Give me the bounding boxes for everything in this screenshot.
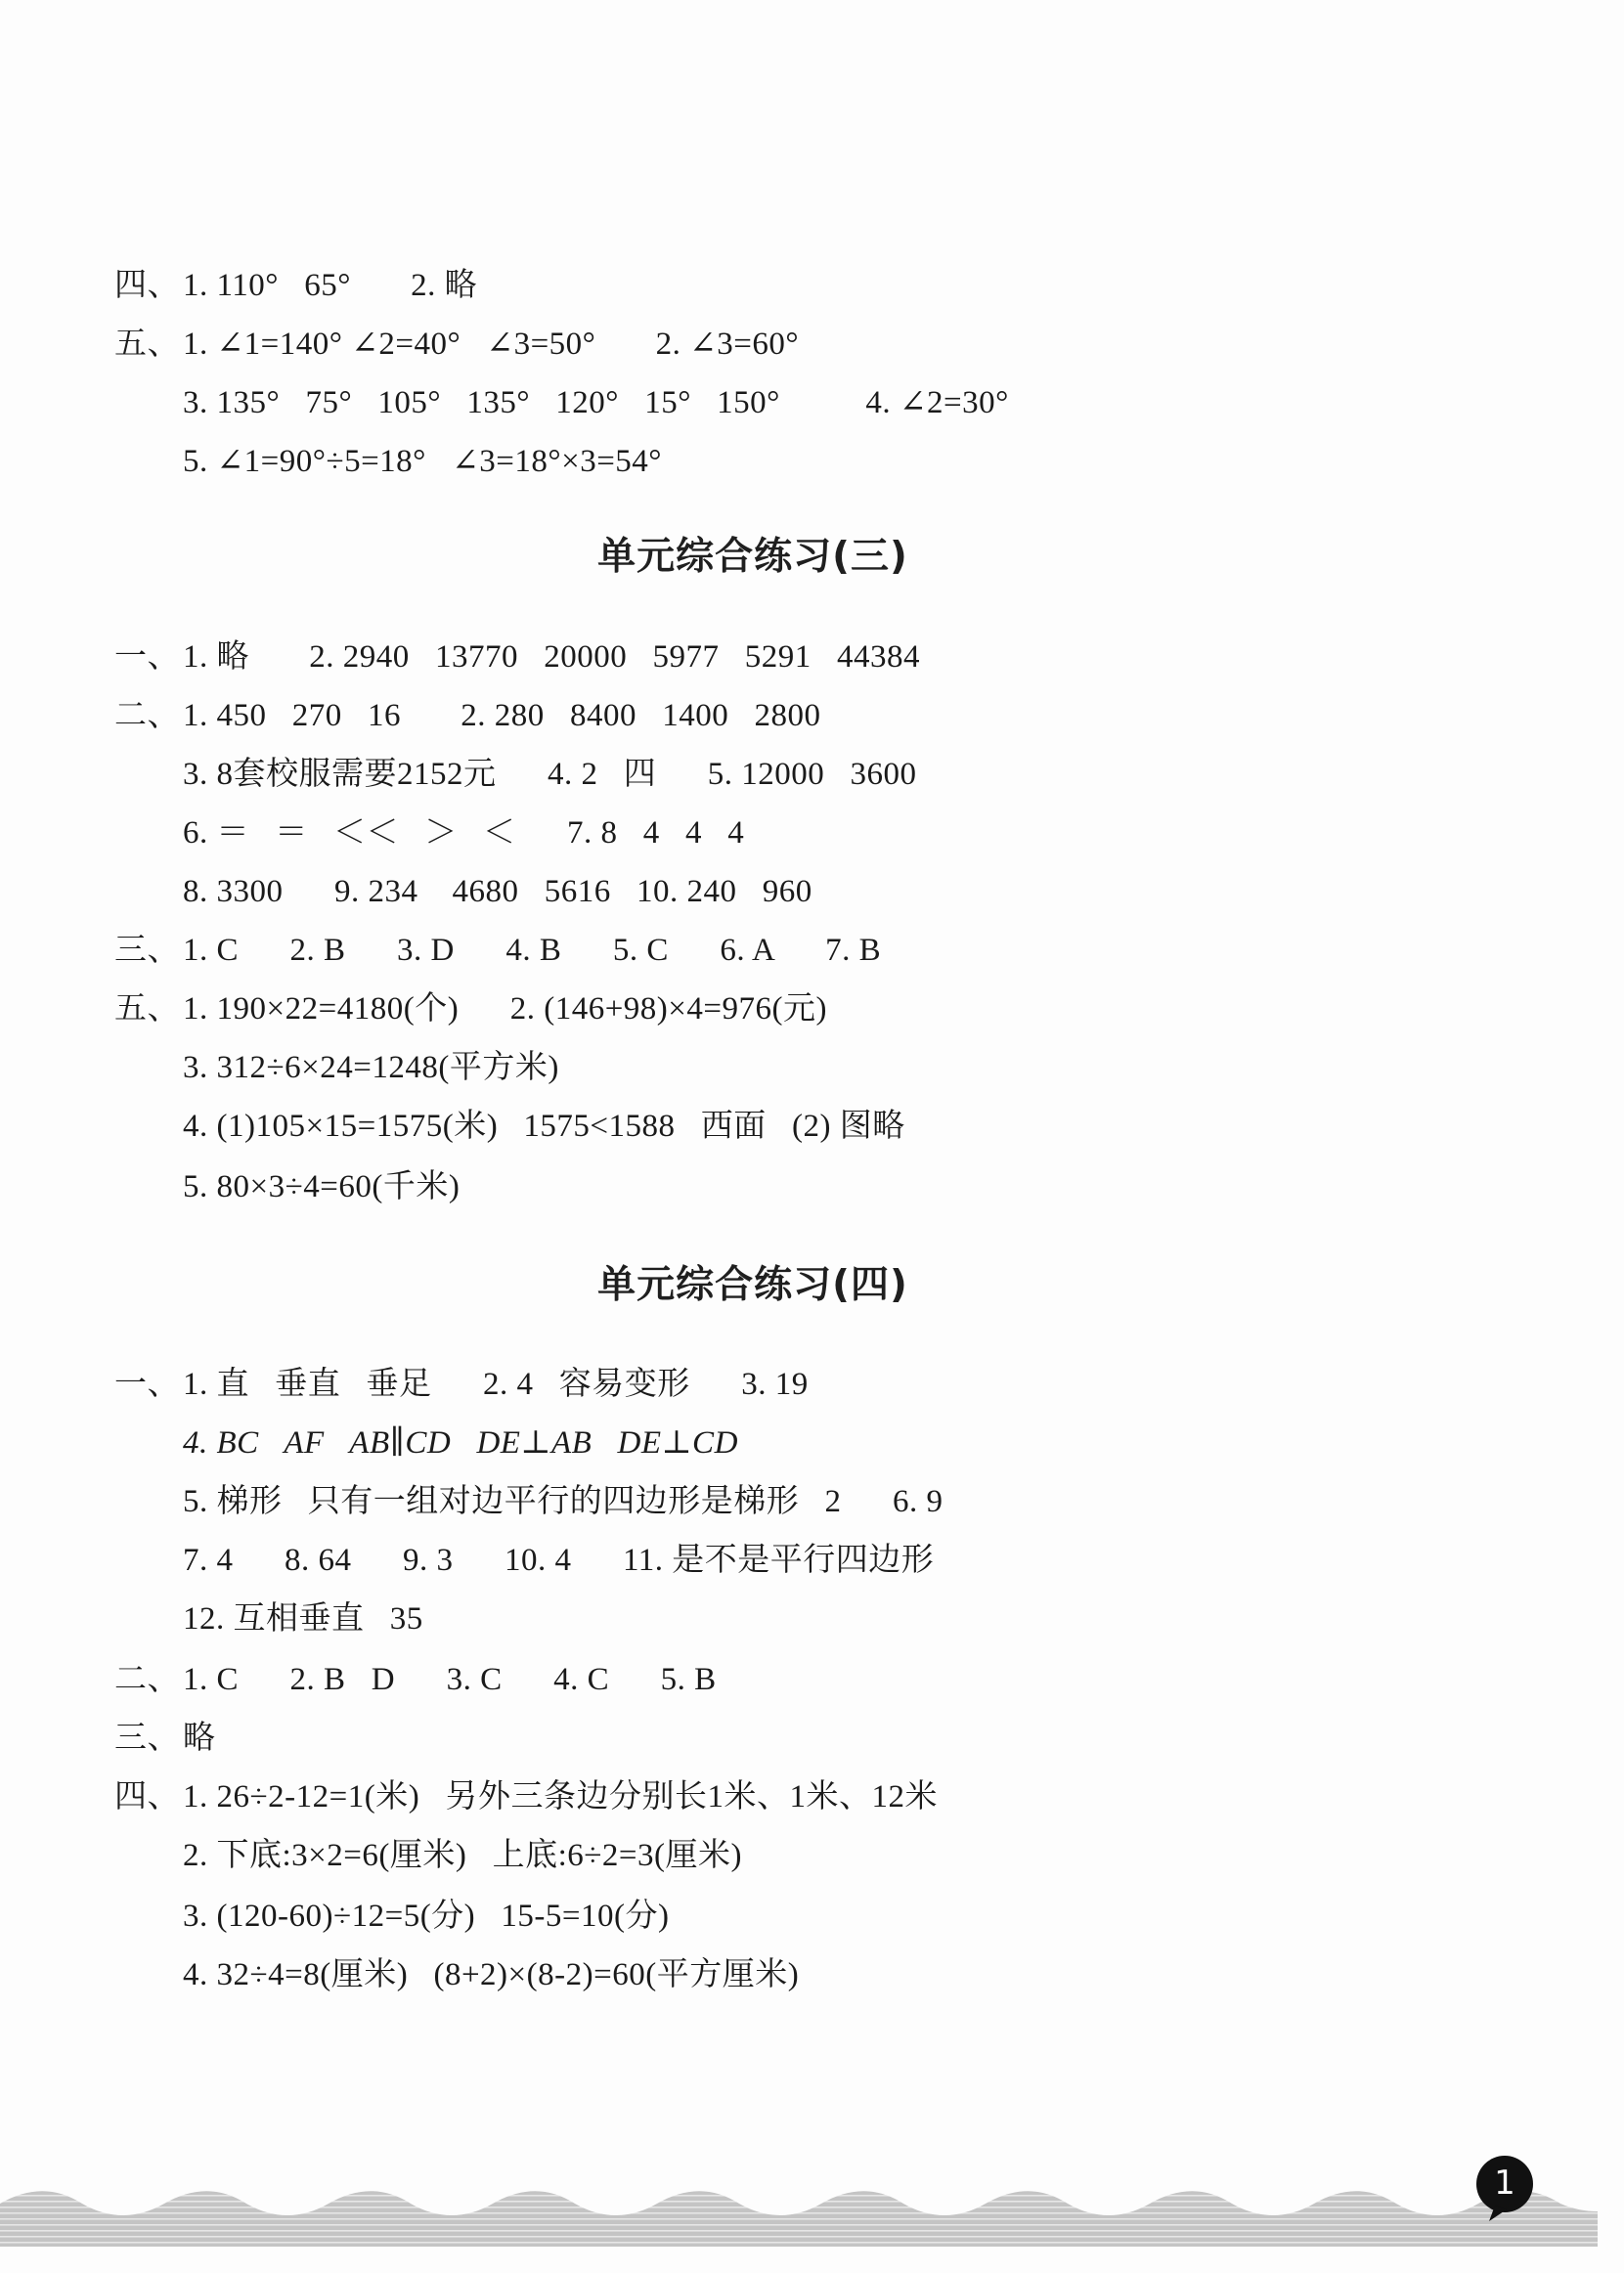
answer-text: 5. 80×3÷4=60(千米) [183,1169,461,1204]
answer-text: 6. ＝ ＝ ＜＜ ＞ ＜ 7. 8 4 4 4 [183,815,745,851]
answer-text: 3. 312÷6×24=1248(平方米) [183,1050,559,1085]
answer-row [114,264,477,307]
answer-text: 1. 直 垂直 垂足 2. 4 容易变形 3. 19 [183,1367,809,1402]
answer-text: 3. (120-60)÷12=5(分) 15-5=10(分) [183,1899,670,1934]
answer-text: 1. ∠1=140° ∠2=40° ∠3=50° 2. ∠3=60° [183,327,800,362]
page-number-badge [1475,2155,1534,2213]
answer-row [183,440,662,483]
answer-text: 12. 互相垂直 35 [183,1601,423,1637]
answer-text: 2. 下底:3×2=6(厘米) 上底:6÷2=3(厘米) [183,1838,742,1873]
question-group-label: 二、 [114,698,180,733]
answer-row [114,929,881,972]
answer-text: 4. (1)105×15=1575(米) 1575<1588 西面 (2) 图略 [183,1109,905,1144]
answer-row [114,1775,938,1818]
answer-text: 1. 110° 65° 2. 略 [183,268,478,303]
page-number: 1 [1494,2164,1515,2203]
question-group-label: 四、 [114,1779,180,1814]
answer-text: 4. 32÷4=8(厘米) (8+2)×(8-2)=60(平方厘米) [183,1957,800,1992]
answer-row [183,1105,905,1148]
answer-text: 3. 135° 75° 105° 135° 120° 15° 150° 4. ∠2=30° [183,385,1009,420]
answer-row [114,635,920,678]
answer-text: 8. 3300 9. 234 4680 5616 10. 240 960 [183,874,812,909]
wave-border-decoration [0,2180,1624,2258]
question-group-label: 一、 [114,1367,180,1402]
answer-row [114,1717,216,1760]
answer-text: 1. 190×22=4180(个) 2. (146+98)×4=976(元) [183,991,827,1027]
answer-text: 7. 4 8. 64 9. 3 10. 4 11. 是不是平行四边形 [183,1543,935,1578]
answer-row [183,870,812,913]
answer-text: 1. C 2. B D 3. C 4. C 5. B [183,1662,717,1697]
answer-row [183,1046,559,1089]
answer-text: 1. C 2. B 3. D 4. B 5. C 6. A 7. B [183,933,882,968]
answer-text: 1. 略 2. 2940 13770 20000 5977 5291 44384 [183,639,920,675]
answer-row [114,1658,717,1701]
answer-text: 略 [183,1721,216,1756]
answer-text: 4. BC AF AB∥CD DE⊥AB DE⊥CD [183,1425,738,1461]
answer-row [183,1421,738,1464]
answer-row [183,1953,799,1996]
answer-row [114,694,821,737]
question-group-label: 五、 [114,991,180,1027]
question-group-label: 一、 [114,639,180,675]
answer-row [114,1363,809,1406]
section-title-4: 单元综合练习(四) [597,1263,908,1307]
answer-row [183,1834,742,1877]
answer-text: 1. 450 270 16 2. 280 8400 1400 2800 [183,698,821,733]
answer-row [183,1895,670,1938]
answer-row [183,753,917,796]
question-group-label: 四、 [114,268,180,303]
answer-row [183,381,1009,424]
answer-text: 1. 26÷2-12=1(米) 另外三条边分别长1米、1米、12米 [183,1779,938,1814]
answer-row [183,1597,423,1640]
question-group-label: 五、 [114,327,180,362]
question-group-label: 三、 [114,933,180,968]
answer-text: 3. 8套校服需要2152元 4. 2 四 5. 12000 3600 [183,757,917,792]
question-group-label: 三、 [114,1721,180,1756]
question-group-label: 二、 [114,1662,180,1697]
answer-row [114,987,827,1030]
answer-row [183,811,744,854]
answer-row [114,323,799,366]
answer-row [183,1165,460,1208]
answer-text: 5. ∠1=90°÷5=18° ∠3=18°×3=54° [183,444,663,479]
answer-text: 5. 梯形 只有一组对边平行的四边形是梯形 2 6. 9 [183,1484,944,1519]
answer-row [183,1480,944,1523]
answer-row [183,1539,934,1582]
section-title-3: 单元综合练习(三) [597,535,908,579]
